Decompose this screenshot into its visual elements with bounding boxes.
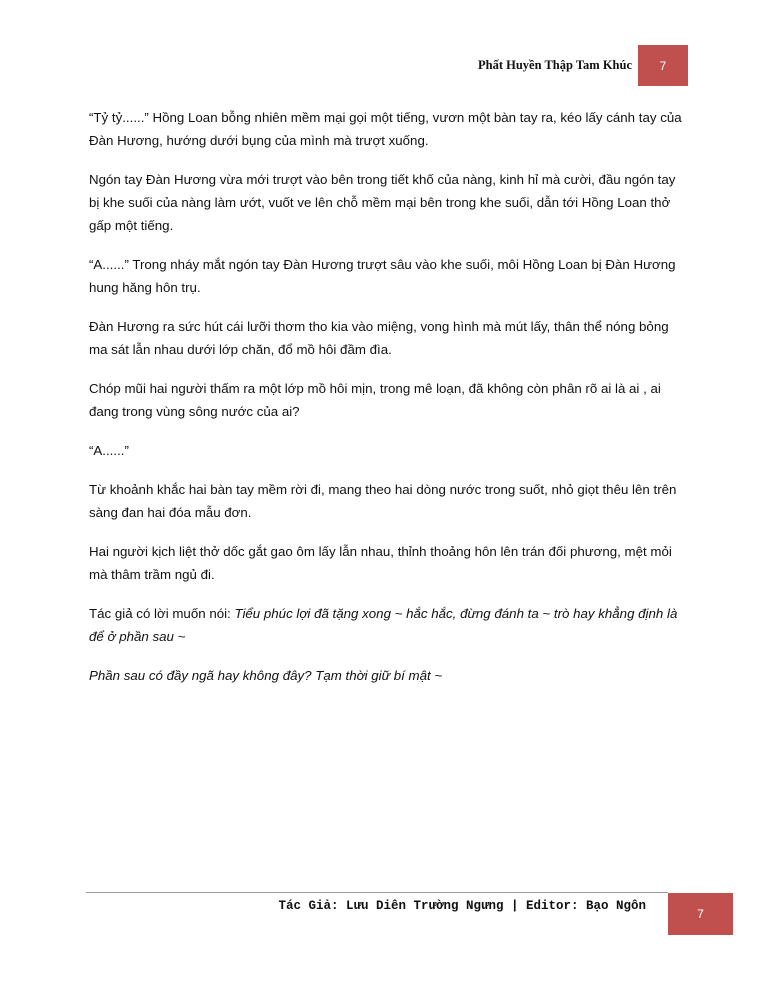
body-paragraph: Chóp mũi hai người thấm ra một lớp mồ hôi mịn, trong mê loạn, đã không còn phân rõ ai là ai , ai đang trong vùng sông nước của ai? <box>89 381 661 419</box>
author-note-label: Tác giả có lời muốn nói: <box>89 606 235 621</box>
header-page-number: 7 <box>638 45 688 86</box>
closing-line-text: Phần sau có đầy ngã hay không đây? Tạm thời giữ bí mật ~ <box>89 668 443 683</box>
body-paragraph: “Tỷ tỷ......” Hồng Loan bỗng nhiên mềm mại gọi một tiếng, vươn một bàn tay ra, kéo lấy cánh tay của Đàn Hương, hướng dưới bụng của mình mà trượt xuống. <box>89 110 682 148</box>
body-paragraph: “A......” <box>89 443 129 458</box>
body-paragraph: “A......” Trong nháy mắt ngón tay Đàn Hương trượt sâu vào khe suối, môi Hồng Loan bị Đàn Hương hung hăng hôn trụ. <box>89 257 676 295</box>
chapter-body <box>89 106 685 703</box>
body-paragraph: Từ khoảnh khắc hai bàn tay mềm rời đi, mang theo hai dòng nước trong suốt, nhỏ giọt thêu lên trên sàng đan hai đóa mẫu đơn. <box>89 482 677 520</box>
footer-page-number: 7 <box>668 893 733 935</box>
body-paragraph: Ngón tay Đàn Hương vừa mới trượt vào bên trong tiết khố của nàng, kinh hỉ mà cười, đầu ngón tay bị khe suối của nàng làm ướt, vuốt ve lên chỗ mềm mại bên trong khe suối, dẫn tới Hồng Loan thở gấp một tiếng. <box>89 172 676 233</box>
footer-credits: Tác Giả: Lưu Diên Trường Ngưng | Editor: Bạo Ngôn <box>278 899 646 913</box>
running-header-title: Phất Huyền Thập Tam Khúc <box>478 58 632 72</box>
author-note <box>89 602 685 648</box>
closing-line <box>89 664 685 687</box>
body-paragraph: Hai người kịch liệt thở dốc gắt gao ôm lấy lẫn nhau, thỉnh thoảng hôn lên trán đối phương, mệt mỏi mà thâm trầm ngủ đi. <box>89 544 672 582</box>
footer-divider <box>86 892 668 893</box>
author-note-text: Tiểu phúc lợi đã tặng xong ~ hắc hắc, đừng đánh ta ~ trò hay khẳng định là để ở phần sau ~ <box>89 606 678 644</box>
body-paragraph: Đàn Hương ra sức hút cái lưỡi thơm tho kia vào miệng, vong hình mà mút lấy, thân thể nóng bỏng ma sát lẫn nhau dưới lớp chăn, đổ mồ hôi đầm đìa. <box>89 319 669 357</box>
